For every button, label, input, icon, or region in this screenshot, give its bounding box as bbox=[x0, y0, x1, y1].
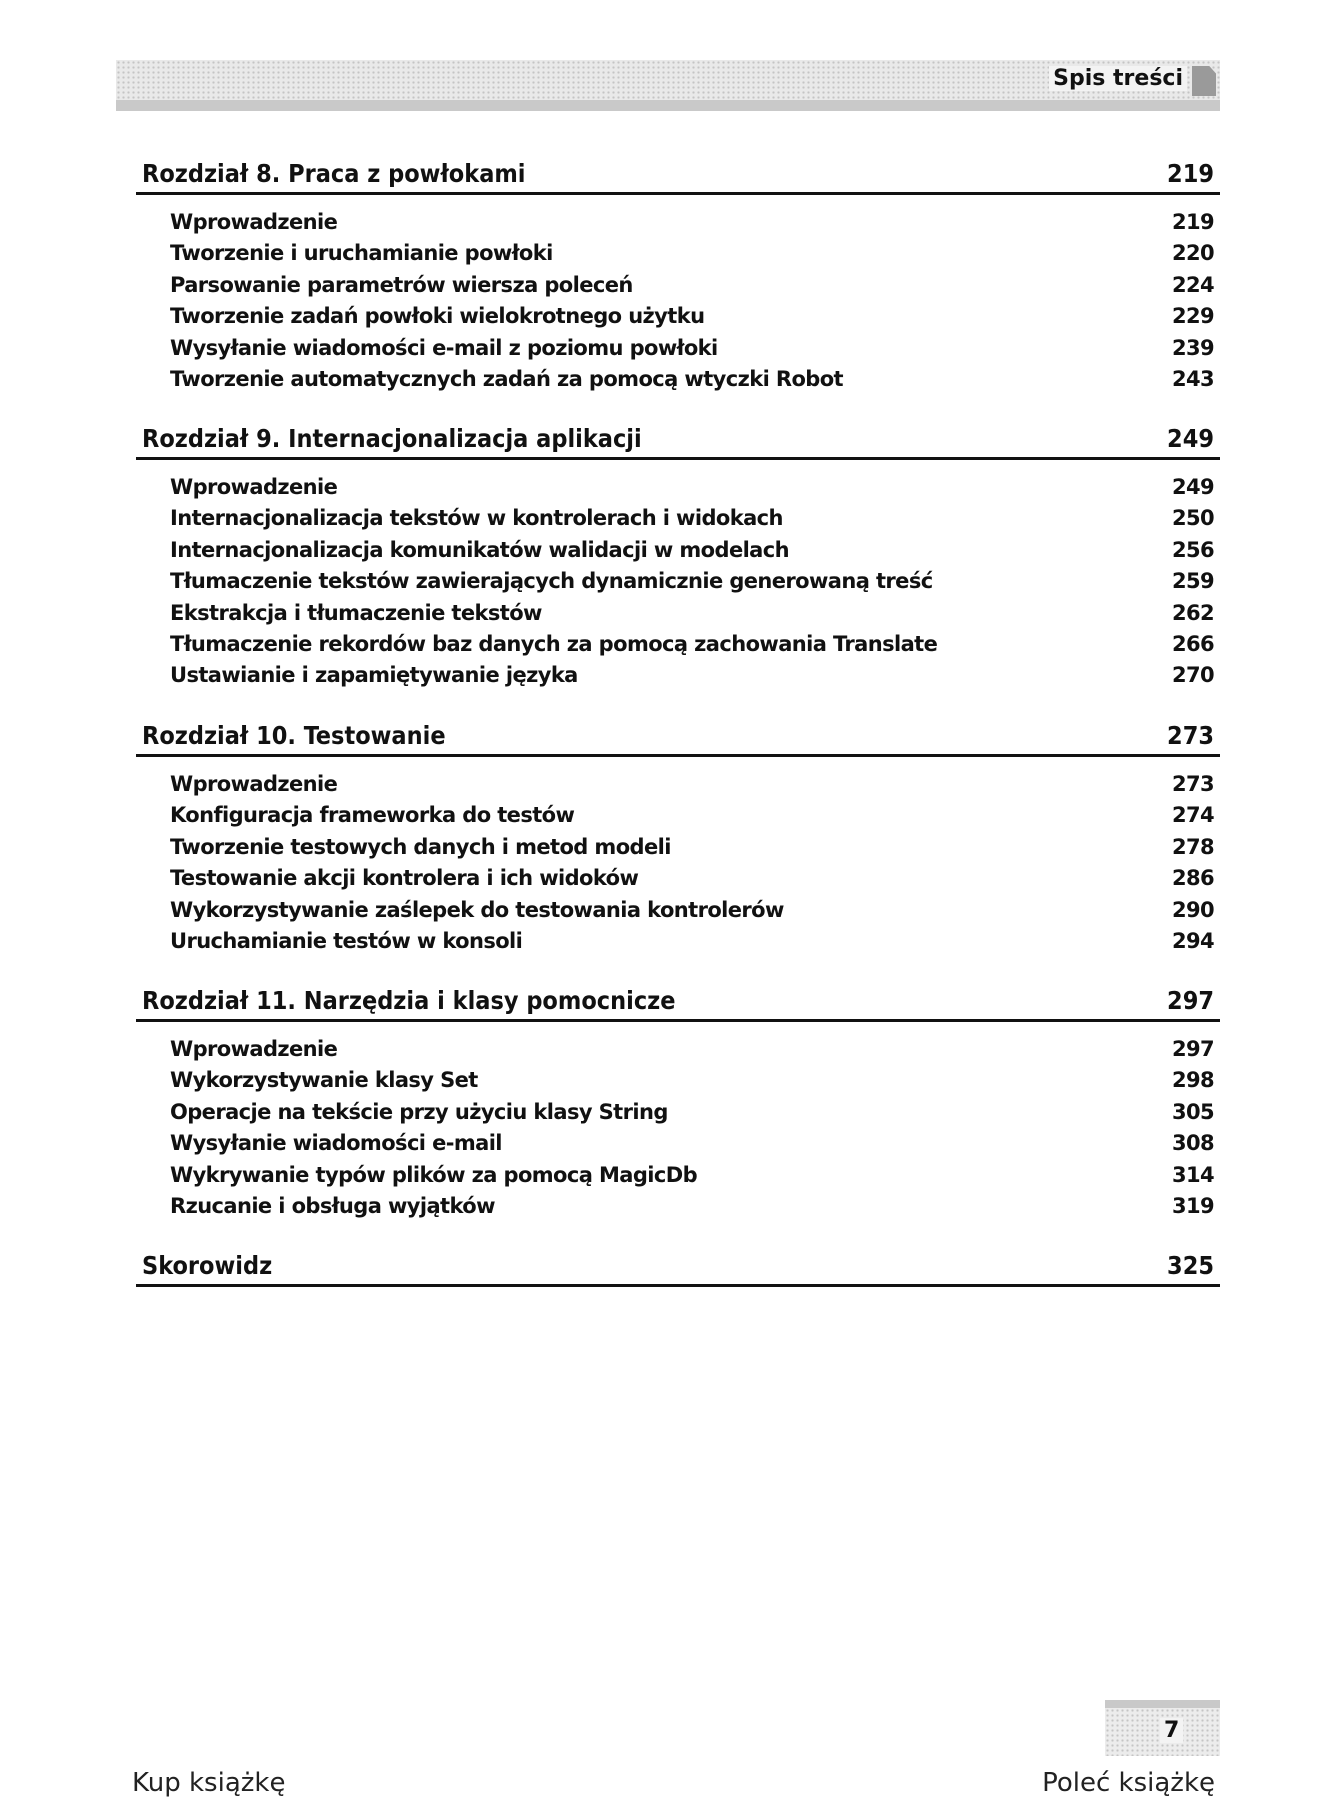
entry-title: Testowanie akcji kontrolera i ich widoków bbox=[170, 866, 639, 891]
toc-entry[interactable] bbox=[136, 301, 1220, 332]
toc-entry[interactable] bbox=[136, 238, 1220, 269]
page-number: 7 bbox=[1160, 1718, 1183, 1743]
header-tab-marker bbox=[1192, 66, 1216, 96]
chapter-heading[interactable] bbox=[136, 156, 1220, 195]
toc-entry[interactable] bbox=[136, 598, 1220, 629]
entry-title: Rzucanie i obsługa wyjątków bbox=[170, 1193, 495, 1218]
entry-page: 314 bbox=[1171, 1162, 1214, 1187]
toc-entry[interactable] bbox=[136, 629, 1220, 660]
entry-title: Tłumaczenie tekstów zawierających dynamicznie generowaną treść bbox=[170, 569, 933, 594]
entry-title: Wprowadzenie bbox=[170, 772, 338, 796]
chapter-page: 219 bbox=[1167, 159, 1214, 188]
entry-page: 270 bbox=[1171, 663, 1214, 688]
toc-entry[interactable] bbox=[136, 1065, 1220, 1096]
entry-title: Wysyłanie wiadomości e-mail bbox=[170, 1131, 502, 1156]
entry-title: Internacjonalizacja komunikatów walidacji w modelach bbox=[170, 537, 789, 562]
entry-title: Wprowadzenie bbox=[170, 210, 338, 234]
entry-page: 286 bbox=[1171, 866, 1214, 891]
chapter-title: Rozdział 11. Narzędzia i klasy pomocnicze bbox=[142, 986, 676, 1015]
toc-entry[interactable] bbox=[136, 1097, 1220, 1128]
entry-title: Wykorzystywanie zaślepek do testowania kontrolerów bbox=[170, 897, 784, 922]
entry-title: Konfiguracja frameworka do testów bbox=[170, 803, 575, 828]
entry-page: 250 bbox=[1171, 506, 1214, 531]
entry-page: 266 bbox=[1171, 631, 1214, 656]
entry-title: Wysyłanie wiadomości e-mail z poziomu powłoki bbox=[170, 335, 718, 360]
toc-entry[interactable] bbox=[136, 1128, 1220, 1159]
entry-page: 274 bbox=[1171, 803, 1214, 828]
entry-title: Parsowanie parametrów wiersza poleceń bbox=[170, 272, 633, 297]
entry-title: Tłumaczenie rekordów baz danych za pomocą zachowania Translate bbox=[170, 631, 938, 656]
toc-entry[interactable] bbox=[136, 1191, 1220, 1222]
toc-entry[interactable] bbox=[136, 364, 1220, 395]
chapter-heading[interactable] bbox=[136, 421, 1220, 460]
entry-title: Operacje na tekście przy użyciu klasy String bbox=[170, 1099, 668, 1124]
entry-title: Tworzenie testowych danych i metod modeli bbox=[170, 834, 671, 859]
chapter-title: Skorowidz bbox=[142, 1251, 273, 1280]
chapter-title: Rozdział 8. Praca z powłokami bbox=[142, 159, 526, 188]
entry-page: 262 bbox=[1171, 600, 1214, 625]
entry-title: Ekstrakcja i tłumaczenie tekstów bbox=[170, 600, 542, 625]
toc-entry[interactable] bbox=[136, 333, 1220, 364]
entry-title: Uruchamianie testów w konsoli bbox=[170, 928, 523, 953]
entry-title: Ustawianie i zapamiętywanie języka bbox=[170, 663, 578, 688]
chapter-10 bbox=[136, 718, 1220, 957]
entry-page: 243 bbox=[1171, 366, 1214, 391]
entry-title: Tworzenie automatycznych zadań za pomocą wtyczki Robot bbox=[170, 366, 843, 391]
toc-entry[interactable] bbox=[136, 1160, 1220, 1191]
toc-entry[interactable] bbox=[136, 503, 1220, 534]
toc-entry[interactable] bbox=[136, 769, 1220, 800]
entry-page: 229 bbox=[1171, 304, 1214, 329]
toc-entry[interactable] bbox=[136, 800, 1220, 831]
chapter-page: 297 bbox=[1167, 986, 1214, 1015]
entry-page: 273 bbox=[1171, 772, 1214, 796]
entry-page: 239 bbox=[1171, 335, 1214, 360]
toc-entry[interactable] bbox=[136, 660, 1220, 691]
toc-entry[interactable] bbox=[136, 895, 1220, 926]
toc-entry[interactable] bbox=[136, 566, 1220, 597]
entry-title: Internacjonalizacja tekstów w kontrolerach i widokach bbox=[170, 506, 783, 531]
entry-page: 297 bbox=[1171, 1037, 1214, 1061]
entry-page: 290 bbox=[1171, 897, 1214, 922]
chapter-heading[interactable] bbox=[136, 718, 1220, 757]
entry-page: 219 bbox=[1171, 210, 1214, 234]
chapter-heading[interactable] bbox=[136, 983, 1220, 1022]
entry-title: Wykrywanie typów plików za pomocą MagicDb bbox=[170, 1162, 698, 1187]
index-section bbox=[136, 1248, 1220, 1287]
entry-page: 249 bbox=[1171, 475, 1214, 499]
chapter-page: 273 bbox=[1167, 721, 1214, 750]
toc-entry[interactable] bbox=[136, 832, 1220, 863]
entry-title: Tworzenie zadań powłoki wielokrotnego użytku bbox=[170, 304, 705, 329]
recommend-book-link[interactable]: Poleć książkę bbox=[1042, 1768, 1215, 1798]
header-bar bbox=[116, 100, 1220, 111]
entry-page: 305 bbox=[1171, 1099, 1214, 1124]
chapter-heading[interactable] bbox=[136, 1248, 1220, 1287]
toc-entry[interactable] bbox=[136, 472, 1220, 503]
entry-title: Wprowadzenie bbox=[170, 1037, 338, 1061]
toc-entry[interactable] bbox=[136, 926, 1220, 957]
buy-book-link[interactable]: Kup książkę bbox=[132, 1768, 286, 1798]
running-header-title: Spis treści bbox=[1049, 66, 1187, 91]
entry-page: 294 bbox=[1171, 928, 1214, 953]
chapter-title: Rozdział 9. Internacjonalizacja aplikacji bbox=[142, 424, 642, 453]
toc-entry[interactable] bbox=[136, 535, 1220, 566]
entry-title: Tworzenie i uruchamianie powłoki bbox=[170, 241, 553, 266]
entry-page: 220 bbox=[1171, 241, 1214, 266]
entry-page: 308 bbox=[1171, 1131, 1214, 1156]
entry-title: Wykorzystywanie klasy Set bbox=[170, 1068, 478, 1093]
toc-entry[interactable] bbox=[136, 270, 1220, 301]
toc-entry[interactable] bbox=[136, 1034, 1220, 1065]
toc-entry[interactable] bbox=[136, 207, 1220, 238]
chapter-8 bbox=[136, 156, 1220, 395]
toc-entry[interactable] bbox=[136, 863, 1220, 894]
entry-page: 319 bbox=[1171, 1193, 1214, 1218]
entry-page: 298 bbox=[1171, 1068, 1214, 1093]
entry-page: 259 bbox=[1171, 569, 1214, 594]
chapter-11 bbox=[136, 983, 1220, 1222]
entry-page: 256 bbox=[1171, 537, 1214, 562]
entry-title: Wprowadzenie bbox=[170, 475, 338, 499]
entry-page: 278 bbox=[1171, 834, 1214, 859]
entry-page: 224 bbox=[1171, 272, 1214, 297]
chapter-title: Rozdział 10. Testowanie bbox=[142, 721, 446, 750]
chapter-page: 249 bbox=[1167, 424, 1214, 453]
chapter-9 bbox=[136, 421, 1220, 692]
chapter-page: 325 bbox=[1167, 1251, 1214, 1280]
